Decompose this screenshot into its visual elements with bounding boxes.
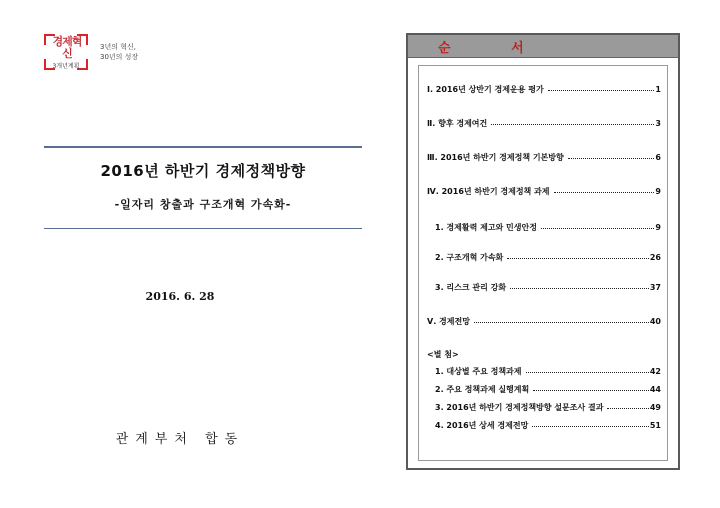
toc-header — [408, 35, 678, 58]
toc-leader — [533, 387, 649, 391]
document-subtitle: -일자리 창출과 구조개혁 가속화- — [114, 198, 292, 211]
toc-entry-page: 6 — [655, 152, 661, 162]
appendix-entry-label: 2. 주요 정책과제 실행계획 — [435, 384, 530, 394]
toc-entry-page: 1 — [655, 84, 661, 94]
title-top-rule — [44, 146, 362, 148]
toc-heading: 순 서 — [438, 41, 552, 56]
toc-leader — [532, 423, 649, 427]
document-date: 2016. 6. 28 — [145, 290, 215, 303]
toc-entry-label: 1. 경제활력 제고와 민생안정 — [435, 222, 537, 232]
toc-entry-label: Ⅱ. 향후 경제여건 — [427, 118, 488, 128]
toc-entry-page: 40 — [649, 316, 661, 326]
toc-list — [418, 65, 668, 461]
toc-entry-page: 37 — [649, 282, 661, 292]
appendix-entry-label: 3. 2016년 하반기 경제정책방향 설문조사 결과 — [435, 402, 604, 412]
appendix-entry[interactable] — [435, 382, 661, 396]
toc-entry[interactable] — [427, 82, 661, 96]
table-of-contents — [406, 33, 680, 470]
toc-entry[interactable] — [427, 150, 661, 164]
appendix-entry-page: 51 — [649, 420, 661, 430]
toc-leader — [554, 189, 655, 193]
appendix-entry-page: 49 — [649, 402, 661, 412]
toc-entry-page: 9 — [655, 186, 661, 196]
appendix-entry[interactable] — [435, 400, 661, 414]
logo-tagline — [100, 42, 138, 62]
toc-entry[interactable] — [435, 250, 661, 264]
toc-leader — [568, 155, 655, 159]
title-bottom-rule — [44, 228, 362, 229]
toc-entry-label: 2. 구조개혁 가속화 — [435, 252, 504, 262]
document-title: 2016년 하반기 경제정책방향 — [100, 162, 306, 180]
appendix-entry[interactable] — [435, 418, 661, 432]
appendix-entry-page: 44 — [649, 384, 661, 394]
toc-entry-page: 9 — [655, 222, 661, 232]
toc-leader — [541, 225, 654, 229]
toc-entry-label: Ⅴ. 경제전망 — [427, 316, 470, 326]
toc-leader — [526, 369, 649, 373]
appendix-entry-label: 4. 2016년 상세 경제전망 — [435, 420, 529, 430]
logo — [44, 34, 174, 74]
toc-leader — [510, 285, 649, 289]
logo-tagline-2: 30년의 성장 — [100, 53, 139, 61]
toc-entry[interactable] — [427, 314, 661, 328]
appendix-entry[interactable] — [435, 364, 661, 378]
toc-entry[interactable] — [435, 220, 661, 234]
toc-leader — [474, 319, 649, 323]
toc-leader — [607, 405, 648, 409]
toc-entry-label: Ⅳ. 2016년 하반기 경제정책 과제 — [427, 186, 550, 196]
toc-entry-page: 26 — [649, 252, 661, 262]
logo-mark — [44, 34, 88, 70]
toc-entry-page: 3 — [655, 118, 661, 128]
appendix-heading: <별 첨> — [427, 350, 459, 359]
logo-tagline-1: 3년의 혁신, — [100, 43, 136, 51]
appendix-entry-label: 1. 대상별 주요 정책과제 — [435, 366, 522, 376]
toc-entry-label: Ⅲ. 2016년 하반기 경제정책 기본방향 — [427, 152, 564, 162]
toc-leader — [491, 121, 654, 125]
logo-mark-text: 경제혁신 — [52, 35, 82, 60]
logo-mark-sub: 3개년계획 — [52, 63, 80, 70]
appendix-entry-page: 42 — [649, 366, 661, 376]
document-author: 관계부처 합동 — [115, 432, 245, 447]
toc-entry[interactable] — [427, 184, 661, 198]
toc-entry[interactable] — [435, 280, 661, 294]
toc-entry-label: 3. 리스크 관리 강화 — [435, 282, 507, 292]
toc-entry-label: Ⅰ. 2016년 상반기 경제운용 평가 — [427, 84, 544, 94]
toc-entry[interactable] — [427, 116, 661, 130]
toc-leader — [507, 255, 649, 259]
toc-leader — [548, 87, 655, 91]
